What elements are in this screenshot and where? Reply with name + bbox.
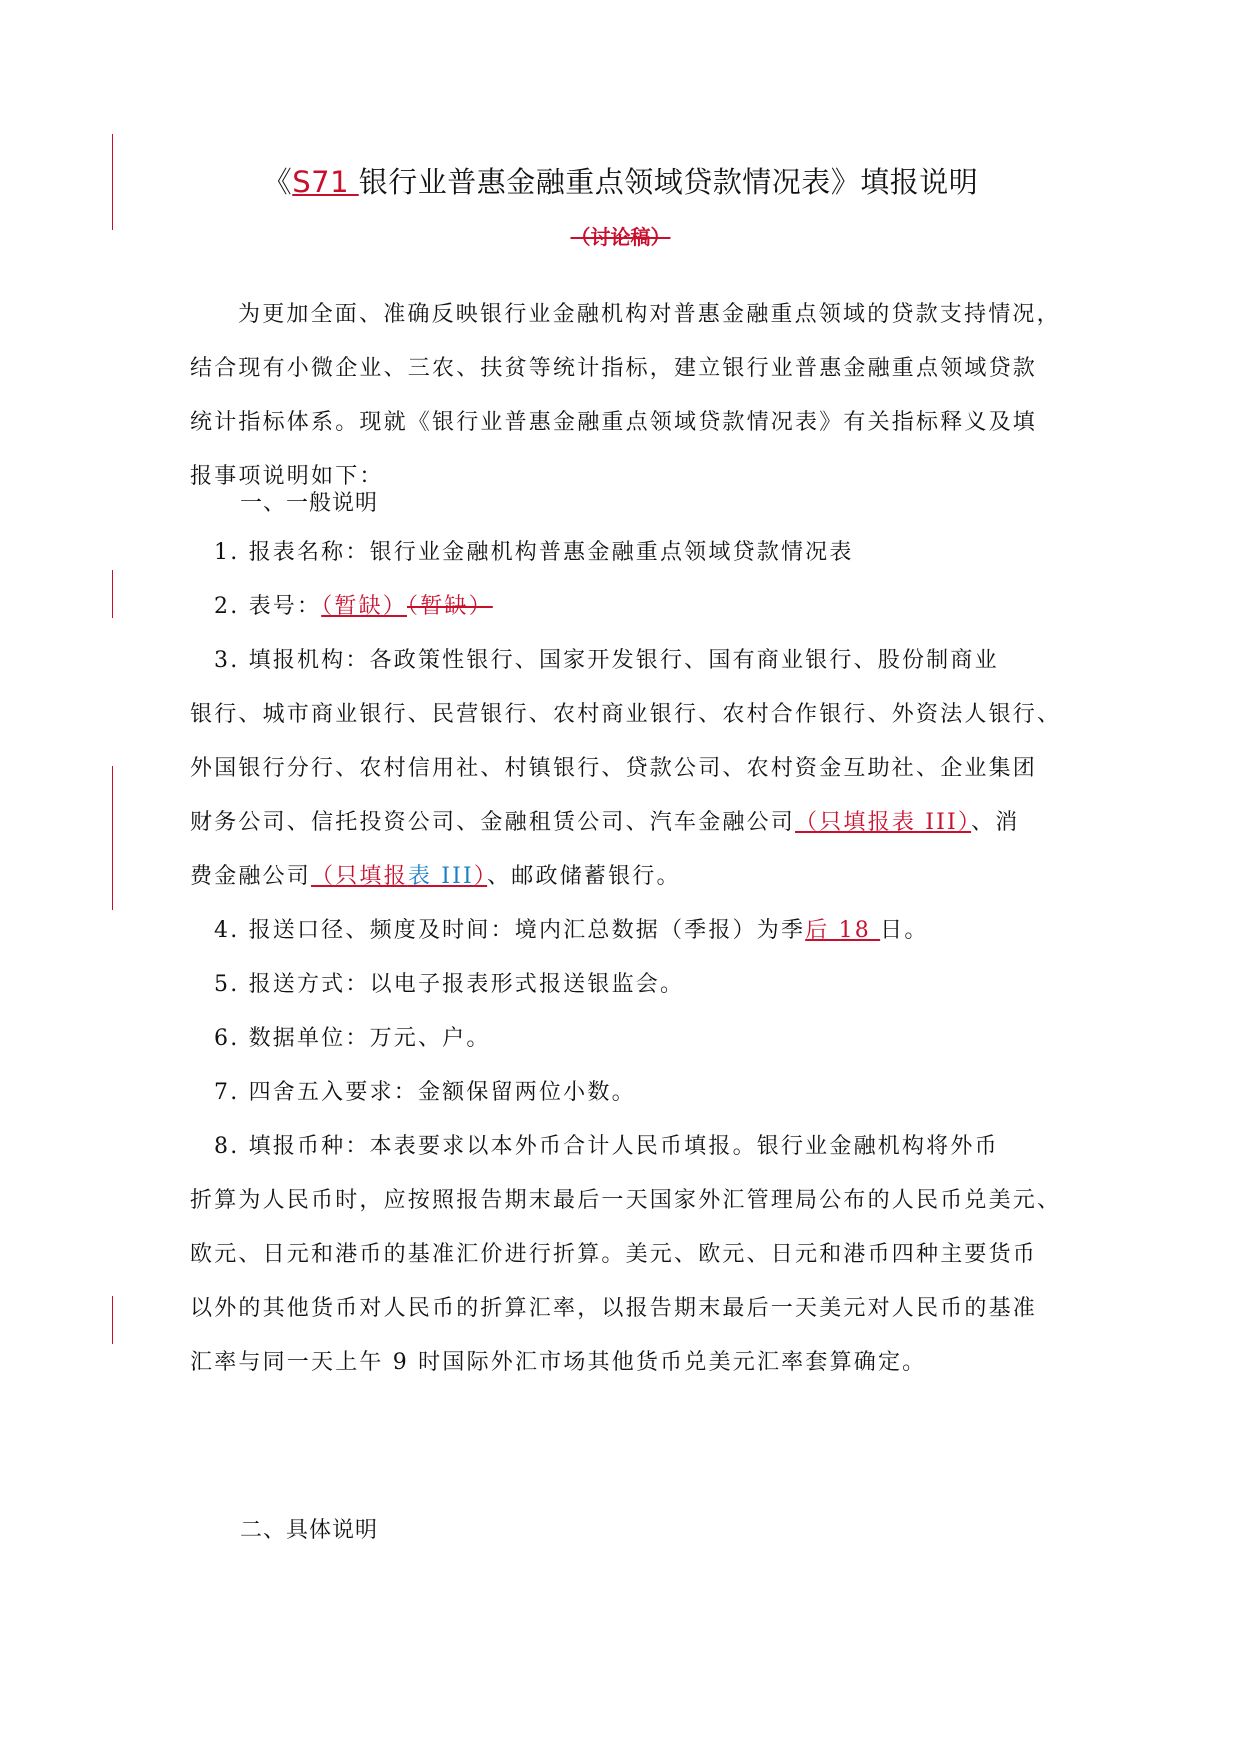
section-heading-specific: 二、具体说明 bbox=[240, 1518, 379, 1543]
subtitle bbox=[0, 222, 1241, 252]
item-report-name: 1. 报表名称：银行业金融机构普惠金融重点领域贷款情况表 bbox=[214, 540, 854, 565]
item3-line5-inserted-blue: 表 III bbox=[407, 864, 474, 889]
item-currency: 8. 填报币种：本表要求以本外币合计人民币填报。银行业金融机构将外币 bbox=[214, 1134, 999, 1159]
item3-line5-inserted: （只填报 bbox=[311, 864, 408, 889]
item8-line: 折算为人民币时，应按照报告期末最后一天国家外汇管理局公布的人民币兑美元、 bbox=[190, 1188, 1062, 1213]
revision-bar bbox=[112, 570, 113, 618]
revision-bar bbox=[112, 766, 113, 910]
item-data-unit: 6. 数据单位：万元、户。 bbox=[214, 1026, 491, 1051]
item3-line5-inserted-close: ） bbox=[473, 864, 488, 889]
intro-line: 报事项说明如下： bbox=[190, 464, 384, 489]
item3-line: 外国银行分行、农村信用社、村镇银行、贷款公司、农村资金互助社、企业集团 bbox=[190, 756, 1038, 781]
item3-line4-inserted: （只填报表 III） bbox=[795, 810, 972, 835]
item3-line5-suffix: 、邮政储蓄银行。 bbox=[487, 864, 681, 889]
item2-deleted: （暂缺） bbox=[407, 594, 493, 619]
item8-line: 以外的其他货币对人民币的折算汇率，以报告期末最后一天美元对人民币的基准 bbox=[190, 1296, 1038, 1321]
title-open-quote: 《 bbox=[262, 165, 293, 199]
item-reporting-scope bbox=[190, 904, 1052, 958]
item8-line: 汇率与同一天上午 9 时国际外汇市场其他货币兑美元汇率套算确定。 bbox=[190, 1350, 927, 1375]
item-rounding: 7. 四舍五入要求：金额保留两位小数。 bbox=[214, 1080, 636, 1105]
intro-line: 为更加全面、准确反映银行业金融机构对普惠金融重点领域的贷款支持情况， bbox=[238, 302, 1061, 327]
item3-line4-prefix: 财务公司、信托投资公司、金融租赁公司、汽车金融公司 bbox=[190, 810, 796, 835]
item2-prefix: 2. 表号： bbox=[214, 594, 322, 619]
item3-line: 银行、城市商业银行、民营银行、农村商业银行、农村合作银行、外资法人银行、 bbox=[190, 702, 1062, 727]
item3-line bbox=[190, 850, 1052, 904]
item4-suffix: 日。 bbox=[880, 918, 929, 943]
intro-line: 统计指标体系。现就《银行业普惠金融重点领域贷款情况表》有关指标释义及填 bbox=[190, 410, 1038, 435]
item4-inserted: 后 18 bbox=[805, 918, 881, 943]
revision-bar bbox=[112, 1296, 113, 1344]
item-form-number bbox=[190, 580, 1052, 634]
section-heading-general: 一、一般说明 bbox=[240, 491, 379, 516]
item8-line: 欧元、日元和港币的基准汇价进行折算。美元、欧元、日元和港币四种主要货币 bbox=[190, 1242, 1038, 1267]
item2-inserted: （暂缺） bbox=[321, 594, 407, 619]
item-reporting-method: 5. 报送方式：以电子报表形式报送银监会。 bbox=[214, 972, 685, 997]
item-reporting-institutions: 3. 填报机构：各政策性银行、国家开发银行、国有商业银行、股份制商业 bbox=[214, 648, 999, 673]
subtitle-deleted: （讨论稿） bbox=[570, 225, 671, 249]
intro-line: 结合现有小微企业、三农、扶贫等统计指标，建立银行业普惠金融重点领域贷款 bbox=[190, 356, 1038, 381]
item3-line5-prefix: 费金融公司 bbox=[190, 864, 312, 889]
title-code-inserted: S71 bbox=[292, 165, 359, 199]
item4-prefix: 4. 报送口径、频度及时间：境内汇总数据（季报）为季 bbox=[214, 918, 806, 943]
item3-line bbox=[190, 796, 1052, 850]
title-text: 银行业普惠金融重点领域贷款情况表》填报说明 bbox=[358, 165, 979, 199]
intro-paragraph bbox=[190, 288, 1061, 504]
item3-line4-suffix: 、消 bbox=[971, 810, 1020, 835]
document-title bbox=[0, 162, 1241, 202]
general-items bbox=[190, 526, 1062, 1390]
